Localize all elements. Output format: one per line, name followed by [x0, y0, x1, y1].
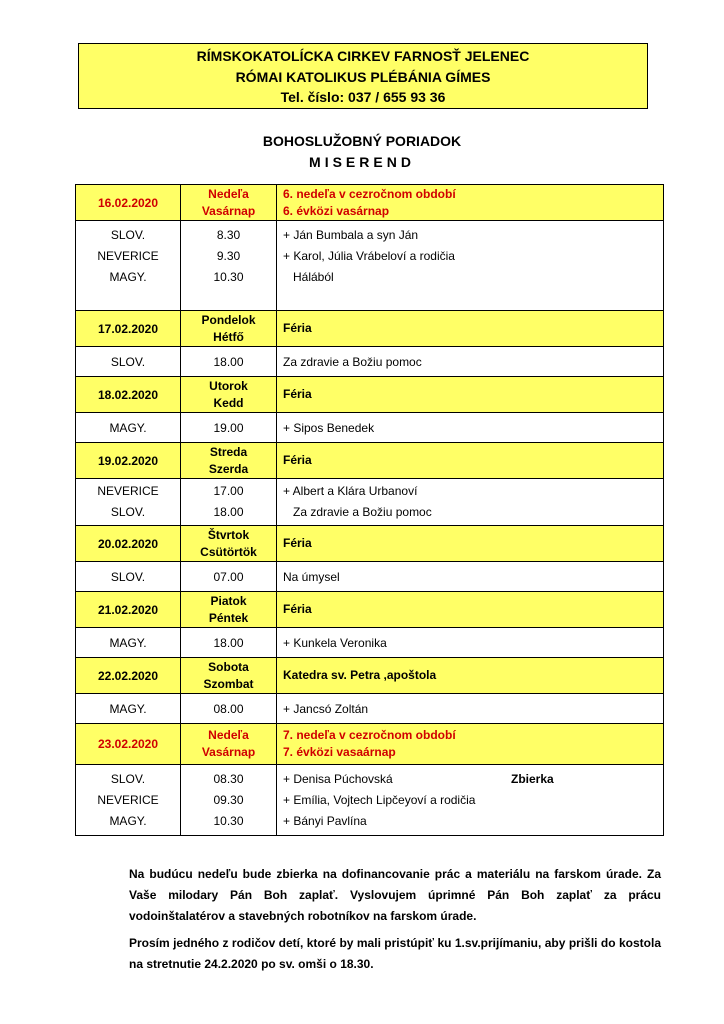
- mass-place: MAGY.: [109, 270, 147, 284]
- day-name: [181, 526, 277, 562]
- day-desc-sk: 7. nedeľa v cezročnom období: [283, 728, 456, 742]
- day-date: 19.02.2020: [76, 443, 181, 479]
- mass-intention: + Sipos Benedek: [277, 413, 664, 443]
- mass-intention-line: [283, 769, 657, 790]
- mass-intention: + Ján Bumbala a syn Ján: [283, 228, 419, 242]
- mass-time: 08.00: [181, 694, 277, 724]
- mass-row: [76, 347, 664, 377]
- mass-row: [76, 694, 664, 724]
- day-date: 16.02.2020: [76, 185, 181, 221]
- mass-intention: Hálából: [293, 270, 334, 284]
- announcement-paragraph: Prosím jedného z rodičov detí, ktoré by mali pristúpiť ku 1.sv.prijímaniu, aby prišli do kostola na stretnutie 24.2.2020 po sv. omši o 18.30.: [129, 936, 661, 971]
- mass-place: SLOV.: [76, 347, 181, 377]
- mass-row: [76, 562, 664, 592]
- day-name: [181, 185, 277, 221]
- mass-schedule-table: [75, 184, 664, 836]
- header-line-2: RÓMAI KATOLIKUS PLÉBÁNIA GÍMES: [235, 68, 491, 85]
- mass-intentions: [277, 221, 664, 311]
- day-name-sk: Streda: [209, 444, 248, 459]
- mass-place: NEVERICE: [97, 484, 159, 498]
- day-name: [181, 658, 277, 694]
- day-description: Féria: [277, 526, 664, 562]
- page-subtitle: MISEREND: [309, 154, 415, 170]
- day-date: 20.02.2020: [76, 526, 181, 562]
- mass-time: 9.30: [216, 249, 241, 263]
- mass-time: 10.30: [213, 813, 244, 828]
- day-name-sk: Sobota: [208, 659, 249, 674]
- mass-place: SLOV.: [110, 771, 146, 786]
- day-name-hu: Vasárnap: [201, 203, 256, 218]
- mass-times: [181, 479, 277, 526]
- mass-places: [76, 479, 181, 526]
- mass-row: [76, 628, 664, 658]
- day-name-hu: Szombat: [203, 676, 254, 691]
- day-name: [181, 311, 277, 347]
- mass-intention: Na úmysel: [277, 562, 664, 592]
- mass-times: [181, 221, 277, 311]
- mass-intention: + Denisa Púchovská: [283, 771, 393, 786]
- mass-place: SLOV.: [110, 228, 146, 242]
- day-row: [76, 443, 664, 479]
- day-name-sk: Nedeľa: [208, 186, 249, 201]
- day-description: [277, 724, 664, 765]
- day-name-hu: Vasárnap: [201, 745, 256, 759]
- day-name-hu: Kedd: [213, 395, 244, 410]
- day-row: [76, 377, 664, 413]
- mass-place: NEVERICE: [97, 249, 159, 263]
- mass-place: MAGY.: [76, 694, 181, 724]
- day-name: [181, 443, 277, 479]
- mass-place: SLOV.: [76, 562, 181, 592]
- day-name-hu: Csütörtök: [200, 544, 257, 559]
- mass-time: 17.00: [213, 484, 244, 498]
- day-row: [76, 526, 664, 562]
- mass-intention: + Bányi Pavlína: [283, 813, 367, 828]
- header-phone: Tel. číslo: 037 / 655 93 36: [280, 89, 446, 105]
- day-desc-sk: 6. nedeľa v cezročnom období: [283, 186, 456, 201]
- mass-intention: Za zdravie a Božiu pomoc: [293, 505, 432, 519]
- day-row: [76, 724, 664, 765]
- day-name-hu: Hétfő: [213, 329, 244, 344]
- day-name-sk: Štvrtok: [207, 527, 250, 542]
- mass-times: [181, 765, 277, 836]
- collection-note: Zbierka: [511, 771, 554, 786]
- mass-intention: + Jancsó Zoltán: [277, 694, 664, 724]
- day-name-sk: Nedeľa: [208, 728, 249, 742]
- header-line-1: RÍMSKOKATOLÍCKA CIRKEV FARNOSŤ JELENEC: [196, 48, 530, 64]
- day-name-sk: Pondelok: [201, 312, 256, 327]
- day-description: [277, 185, 664, 221]
- day-row: [76, 311, 664, 347]
- mass-intention: + Albert a Klára Urbanoví: [283, 484, 418, 498]
- mass-row: [76, 221, 664, 311]
- mass-time: 09.30: [213, 792, 244, 807]
- day-description: Féria: [277, 377, 664, 413]
- day-row: [76, 592, 664, 628]
- mass-time: 8.30: [216, 228, 241, 242]
- day-name: [181, 377, 277, 413]
- day-desc-hu: 7. évközi vasaárnap: [283, 745, 396, 759]
- day-description: Féria: [277, 311, 664, 347]
- mass-place: MAGY.: [76, 628, 181, 658]
- day-date: 23.02.2020: [76, 724, 181, 765]
- announcement-paragraph: Na budúcu nedeľu bude zbierka na dofinancovanie prác a materiálu na farskom úrade. Za Vaše milodary Pán Boh zaplať. Vyslovujem úprimné Pán Boh zaplať za prácu vodoinštalatérov a stavebných robotníkov na farskom úrade.: [129, 867, 661, 923]
- day-description: Féria: [277, 592, 664, 628]
- mass-time: 19.00: [181, 413, 277, 443]
- day-date: 18.02.2020: [76, 377, 181, 413]
- mass-intention: + Emília, Vojtech Lipčeyoví a rodičia: [283, 792, 476, 807]
- mass-place: SLOV.: [110, 505, 146, 519]
- mass-time: 18.00: [181, 347, 277, 377]
- day-name-hu: Szerda: [208, 461, 249, 476]
- mass-row: [76, 479, 664, 526]
- mass-places: [76, 221, 181, 311]
- mass-intention: + Kunkela Veronika: [277, 628, 664, 658]
- day-name: [181, 724, 277, 765]
- mass-intention: + Karol, Júlia Vrábeloví a rodičia: [283, 249, 455, 263]
- day-row: [76, 658, 664, 694]
- day-date: 21.02.2020: [76, 592, 181, 628]
- day-date: 17.02.2020: [76, 311, 181, 347]
- mass-place: MAGY.: [109, 813, 147, 828]
- day-name: [181, 592, 277, 628]
- mass-place: MAGY.: [76, 413, 181, 443]
- mass-place: NEVERICE: [97, 792, 159, 807]
- page-title: BOHOSLUŽOBNÝ PORIADOK: [262, 133, 462, 149]
- parish-header: [78, 43, 648, 109]
- day-date: 22.02.2020: [76, 658, 181, 694]
- mass-row: [76, 765, 664, 836]
- mass-time: 18.00: [213, 505, 244, 519]
- day-description: Féria: [277, 443, 664, 479]
- day-row: [76, 185, 664, 221]
- day-name-sk: Piatok: [210, 593, 247, 608]
- mass-time: 08.30: [213, 771, 244, 786]
- mass-intention: Za zdravie a Božiu pomoc: [277, 347, 664, 377]
- day-name-hu: Péntek: [208, 610, 249, 625]
- mass-time: 07.00: [181, 562, 277, 592]
- mass-row: [76, 413, 664, 443]
- mass-intentions: [277, 765, 664, 836]
- day-name-sk: Utorok: [209, 378, 248, 393]
- mass-time: 18.00: [181, 628, 277, 658]
- day-desc-hu: 6. évközi vasárnap: [283, 203, 390, 218]
- mass-places: [76, 765, 181, 836]
- day-description: Katedra sv. Petra ,apoštola: [277, 658, 664, 694]
- mass-time: 10.30: [213, 270, 244, 284]
- mass-intentions: [277, 479, 664, 526]
